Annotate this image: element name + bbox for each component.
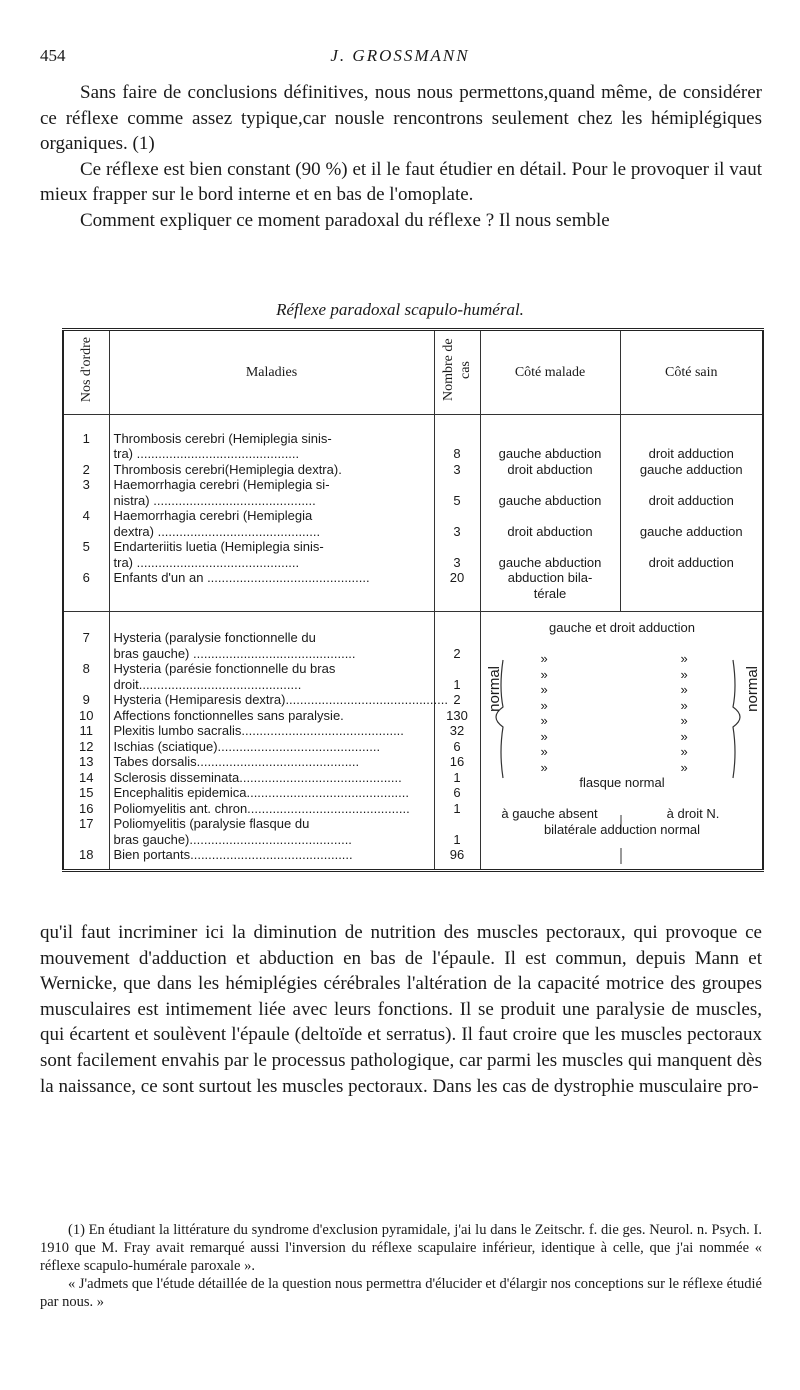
healthy-side-column: droit adduction gauche adduction droit adduction gauche adduction droit adduction — [620, 414, 763, 612]
sick-side-column: gauche abduction droit abduction gauche abduction droit abduction gauche abduction abduction bila- térale — [480, 414, 620, 612]
normal-label-right: normal — [743, 666, 761, 712]
order-column: 7 8 9 10 11 12 13 14 15 16 17 18 — [63, 612, 109, 871]
paragraph: Sans faire de conclusions définitives, nous nous permettons,quand même, de considérer ce réflexe comme assez typique,car nousle rencontrons seulement chez les hémiplégiques organiques. (1) — [40, 82, 762, 155]
ditto-mark: » — [680, 682, 688, 697]
ditto-mark: » — [680, 760, 688, 775]
reflex-table — [62, 328, 762, 912]
header-sick-side: Côté malade — [480, 330, 620, 415]
ditto-mark: » — [540, 667, 548, 682]
header-order: Nos d'ordre — [63, 330, 109, 415]
bottom-text-block — [40, 920, 762, 1099]
ditto-mark: » — [540, 682, 548, 697]
footnotes — [40, 1221, 762, 1311]
ditto-mark: » — [680, 698, 688, 713]
count-column: 2 1 2 130 32 6 16 1 6 1 1 96 — [434, 612, 480, 871]
ditto-mark: » — [680, 713, 688, 728]
ditto-mark: » — [540, 729, 548, 744]
ditto-mark: » — [680, 729, 688, 744]
ditto-mark: » — [540, 744, 548, 759]
table-group-functional — [63, 612, 763, 871]
ditto-mark: » — [680, 744, 688, 759]
header-disease: Maladies — [109, 330, 434, 415]
ditto-mark: » — [680, 651, 688, 666]
ditto-mark: » — [680, 667, 688, 682]
merged-result-16: flasque normal — [579, 775, 665, 790]
result-17-healthy: à droit N. — [666, 806, 720, 821]
merged-result-column — [480, 612, 763, 871]
paragraph: Ce réflexe est bien constant (90 %) et il le faut étudier en détail. Pour le provoquer il vaut mieux frapper sur le bord interne et en bas de l'omoplate. — [40, 158, 762, 206]
header-healthy-side: Côté sain — [620, 330, 763, 415]
footnote: « J'admets que l'étude détaillée de la question nous permettra d'élucider et d'élargir nos conceptions sur le réflexe étudié par nous. » — [40, 1276, 762, 1310]
data-table — [62, 328, 764, 872]
top-text-block — [40, 80, 762, 234]
page-number: 454 — [40, 46, 66, 65]
ditto-mark: » — [540, 713, 548, 728]
ditto-mark: » — [540, 698, 548, 713]
ditto-mark: » — [540, 760, 548, 775]
running-head — [40, 46, 760, 68]
table-group-organic — [63, 414, 763, 612]
result-17-sick: à gauche absent — [501, 806, 598, 821]
order-column: 1 2 3 4 5 6 — [63, 414, 109, 612]
table-caption: Réflexe paradoxal scapulo-huméral. — [276, 300, 524, 319]
footnote: (1) En étudiant la littérature du syndrome d'exclusion pyramidale, j'ai lu dans le Zeitschr. f. die ges. Neurol. n. Psych. I. 1910 que M. Fray avait remarqué aussi l'inversion du réflexe scapulaire inférieur, identique à celle, que j'ai nommée « réflexe scapulo-humérale paroxale ». — [40, 1222, 762, 1274]
disease-column: Thrombosis cerebri (Hemiplegia sinis- tra) ............................................. Thrombosis cerebri(Hemiplegia dextra). Haemorrhagia cerebri (Hemiplegia si- nistra) ............................................. Haemorrhagia cerebri (Hemiplegia dextra) ............................................. Endarteriitis luetia (Hemiplegia sinis- tra) ............................................. Enfants d'un an ............................................. — [109, 414, 434, 612]
normal-label-left: normal — [485, 666, 503, 712]
ditto-mark: » — [540, 651, 548, 666]
paragraph: qu'il faut incriminer ici la diminution de nutrition des muscles pectoraux, qui provoque ce mouvement d'adduction et abduction en bas de l'épaule. Il est commun, depuis Mann et Wernicke, que dans les hémiplégies cérébrales l'altération de la capacité motrice des groupes musculaires est intimement liée avec leurs fonctions. Il se produit une paralysie de muscles, qui écartent et soulèvent l'épaule (deltoïde et serratus). Il faut croire que les muscles pectoraux sont facilement envahis par le processus pathologique, car parmi les muscles qui manquent dès la naissance, ce sont surtout les muscles pectoraux. Dans les cas de dystrophie musculaire pro- — [40, 922, 762, 1097]
header-count: Nombre de cas — [434, 330, 480, 415]
paragraph: Comment expliquer ce moment paradoxal du réflexe ? Il nous semble — [80, 209, 610, 231]
disease-column: Hysteria (paralysie fonctionnelle du bras gauche) ............................................. Hysteria (parésie fonctionnelle du bras droit............................................. Hysteria (Hemiparesis dextra)............................................. Affections fonctionnelles sans paralysie. Plexitis lumbo sacralis............................................. Ischias (sciatique)............................................. Tabes dorsalis............................................. Sclerosis disseminata............................................. Encephalitis epidemica............................................. Poliomyelitis ant. chron............................................. Poliomyelitis (paralysie flasque du bras gauche)............................................. Bien portants............................................. — [109, 612, 434, 871]
count-column: 8 3 5 3 3 20 — [434, 414, 480, 612]
merged-result-7: gauche et droit adduction — [549, 620, 695, 635]
merged-result-18: bilatérale adduction normal — [543, 822, 701, 837]
running-author: J. GROSSMANN — [330, 46, 470, 65]
